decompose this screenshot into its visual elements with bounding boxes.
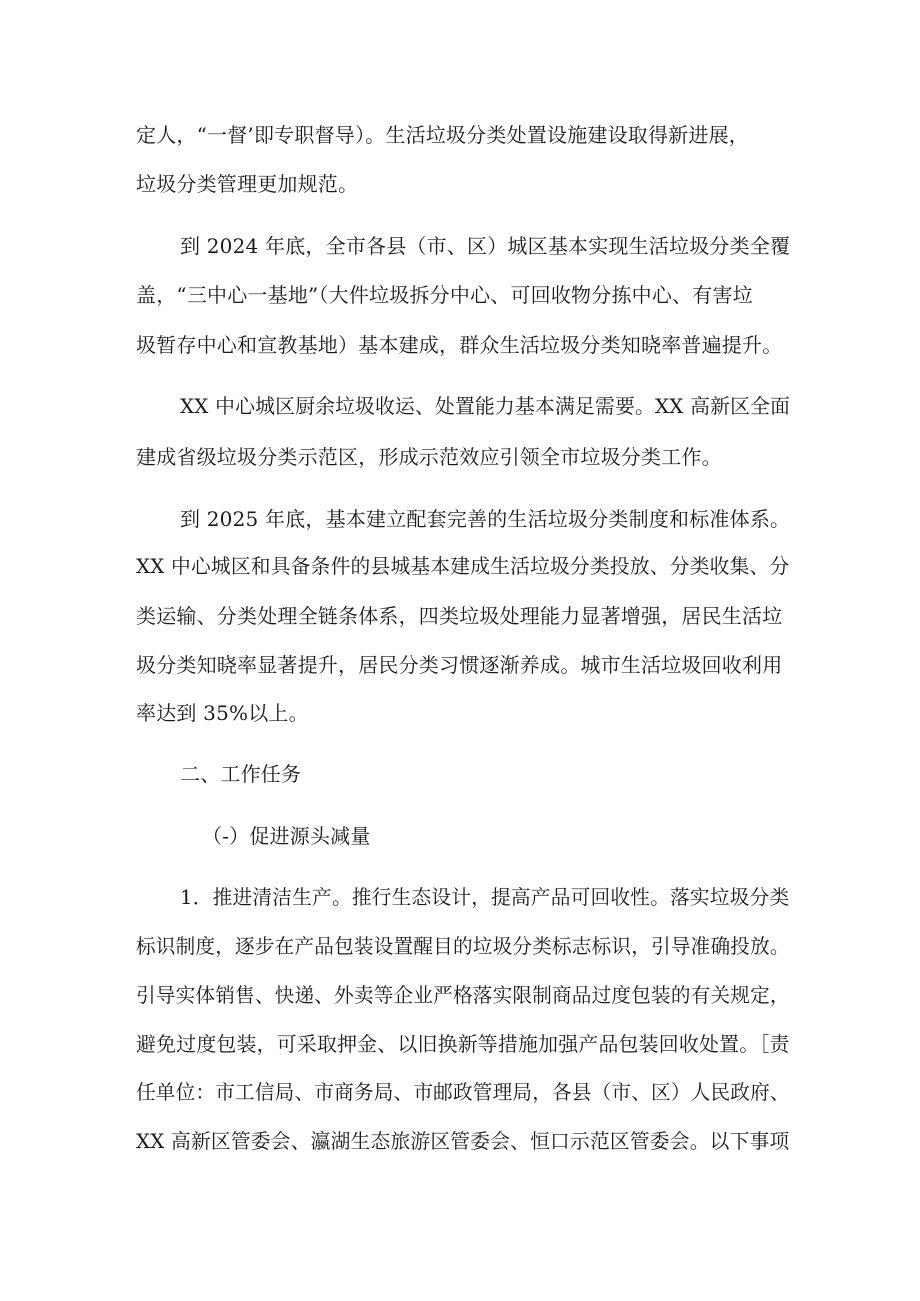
text-line: XX 中心城区和具备条件的县城基本建成生活垃圾分类投放、分类收集、分 (136, 555, 790, 578)
text-line: 到 2024 年底，全市各县（市、区）城区基本实现生活垃圾分类全覆 (180, 234, 791, 258)
text-line: 1．推进清洁生产。推行生态设计，提高产品可回收性。落实垃圾分类 (180, 886, 790, 909)
text-line: 圾暂存中心和宣教基地）基本建成，群众生活垃圾分类知晓率普遍提升。 (136, 333, 783, 357)
text-line: 到 2025 年底，基本建立配套完善的生活垃圾分类制度和标准体系。 (180, 507, 791, 531)
text-line: 盖，“三中心一基地”（大件垃圾拆分中心、可回收物分拣中心、有害垃 (136, 283, 753, 307)
text-line: XX 高新区管委会、瀛湖生态旅游区管委会、恒口示范区管委会。以下事项 (136, 1130, 790, 1153)
text-line: 垃圾分类管理更加规范。 (136, 172, 359, 196)
text-line: 定人，“一督’即专职督导）。生活垃圾分类处置设施建设取得新进展， (136, 123, 749, 147)
text-line: 避免过度包装，可采取押金、以旧换新等措施加强产品包装回收处置。［责 (136, 1033, 790, 1056)
text-line: 率达到 35%以上。 (136, 701, 309, 725)
text-line: 建成省级垃圾分类示范区，形成示范效应引领全市垃圾分类工作。 (136, 445, 722, 469)
subsection-heading: （-）促进源头减量 (202, 824, 371, 848)
text-line: 标识制度，逐步在产品包装设置醒目的垃圾分类标志标识，引导准确投放。 (136, 935, 790, 958)
section-heading: 二、工作任务 (180, 762, 302, 786)
text-line: 圾分类知晓率显著提升，居民分类习惯逐渐养成。城市生活垃圾回收利用 (136, 653, 783, 677)
text-line: XX 中心城区厨余垃圾收运、处置能力基本满足需要。XX 高新区全面 (180, 395, 791, 418)
text-line: 任单位：市工信局、市商务局、市邮政管理局，各县（市、区）人民政府、 (136, 1081, 790, 1104)
text-line: 引导实体销售、快递、外卖等企业严格落实限制商品过度包装的有关规定， (136, 984, 790, 1007)
text-line: 类运输、分类处理全链条体系，四类垃圾处理能力显著增强，居民生活垃 (136, 604, 783, 628)
